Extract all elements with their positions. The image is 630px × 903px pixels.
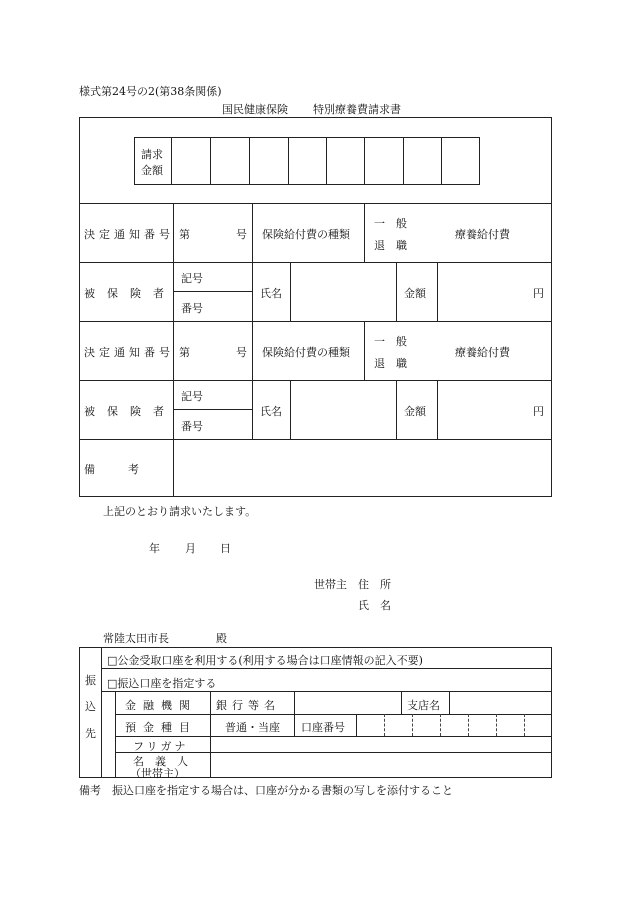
symbol-label: 記号 [181, 272, 203, 285]
decision-number-label: 決定通知番号 [84, 228, 174, 241]
option-retired: 退 職 [374, 239, 407, 252]
insured-person-label: 被保険者 [84, 287, 176, 300]
decision-number-label: 決定通知番号 [84, 346, 174, 359]
claim-amount-digit[interactable] [172, 138, 209, 184]
branch-name-label: 支店名 [407, 699, 440, 712]
benefit-name: 療養給付費 [455, 228, 510, 241]
householder-label: 世帯主 [314, 578, 347, 591]
date-month: 月 [185, 542, 196, 555]
specify-account-option[interactable]: □振込口座を指定する [107, 677, 217, 690]
dono-label: 殿 [216, 632, 227, 645]
date-year: 年 [149, 542, 160, 555]
date-day: 日 [220, 542, 231, 555]
option-general: 一 般 [374, 217, 407, 230]
deposit-type-value[interactable]: 普通・当座 [225, 721, 280, 734]
address-label: 住 所 [358, 578, 391, 591]
deposit-type-label: 預金種目 [125, 721, 197, 734]
public-account-option[interactable]: □公金受取口座を利用する(利用する場合は口座情報の記入不要) [107, 654, 423, 667]
go-label: 号 [236, 228, 247, 241]
mayor-label: 常陸太田市長 [103, 632, 169, 645]
claim-amount-digit[interactable] [211, 138, 248, 184]
symbol-label: 記号 [181, 390, 203, 403]
form-number: 様式第24号の2(第38条関係) [79, 85, 222, 98]
claim-amount-digit[interactable] [442, 138, 479, 184]
yen-label: 円 [533, 405, 544, 418]
claim-amount-digit[interactable] [327, 138, 363, 184]
amount-label: 金額 [404, 287, 426, 300]
name-label: 氏名 [260, 405, 282, 418]
financial-institution-label: 金融機関 [125, 699, 197, 712]
remarks-label: 備 考 [84, 463, 139, 476]
bank-name-label: 銀行等名 [216, 699, 280, 712]
transfer-side-label-3: 先 [85, 727, 96, 740]
amount-label: 金額 [404, 405, 426, 418]
insured-person-label: 被保険者 [84, 405, 176, 418]
claim-amount-digit[interactable] [365, 138, 402, 184]
claim-amount-label-1: 請求 [141, 148, 163, 161]
yen-label: 円 [533, 287, 544, 300]
claim-amount-digit[interactable] [250, 138, 287, 184]
option-retired: 退 職 [374, 357, 407, 370]
furigana-label: フリガナ [133, 740, 189, 753]
transfer-side-label-2: 込 [85, 700, 96, 713]
go-label: 号 [236, 346, 247, 359]
account-number-label: 口座番号 [301, 721, 345, 734]
transfer-side-label-1: 振 [85, 674, 96, 687]
number-label: 番号 [181, 420, 203, 433]
account-holder-sub: （世帯主） [130, 767, 185, 780]
benefit-type-label: 保険給付費の種類 [262, 228, 350, 241]
dai-label: 第 [179, 228, 190, 241]
form-title-left: 国民健康保険 [222, 103, 288, 116]
claim-amount-digit[interactable] [289, 138, 325, 184]
dai-label: 第 [179, 346, 190, 359]
claim-amount-label-2: 金額 [141, 164, 163, 177]
request-statement: 上記のとおり請求いたします。 [103, 505, 257, 518]
householder-name-label: 氏 名 [358, 599, 391, 612]
name-label: 氏名 [260, 287, 282, 300]
account-holder-label: 名 義 人 [133, 755, 188, 768]
option-general: 一 般 [374, 335, 407, 348]
number-label: 番号 [181, 302, 203, 315]
benefit-name: 療養給付費 [455, 346, 510, 359]
form-title-right: 特別療養費請求書 [313, 103, 401, 116]
benefit-type-label: 保険給付費の種類 [262, 346, 350, 359]
footnote: 備考 振込口座を指定する場合は、口座が分かる書類の写しを添付すること [79, 784, 453, 797]
claim-amount-digit[interactable] [404, 138, 440, 184]
